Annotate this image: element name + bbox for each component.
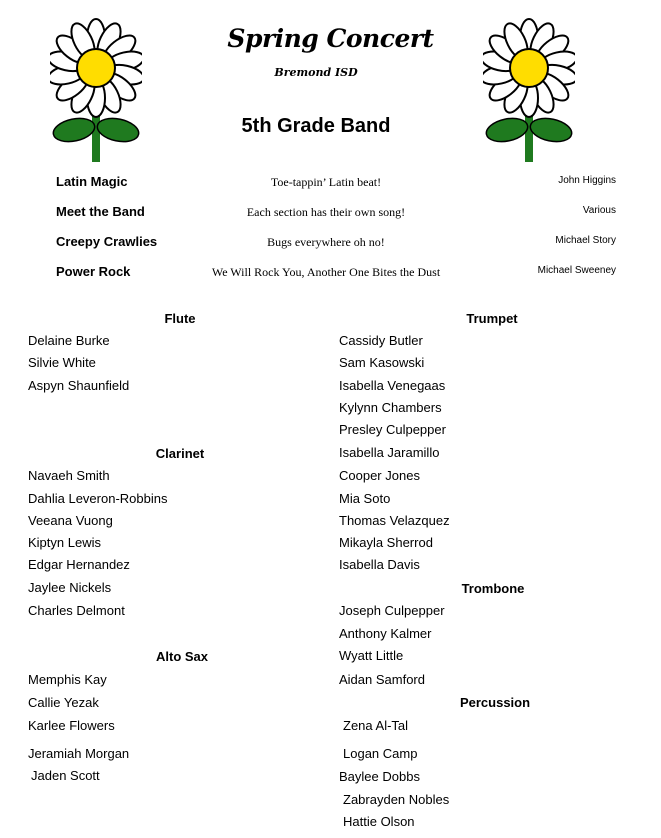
- list-item: Logan Camp: [343, 746, 418, 761]
- list-item: Memphis Kay: [28, 672, 107, 687]
- list-item: Isabella Jaramillo: [339, 445, 440, 460]
- piece-title: Latin Magic: [56, 174, 128, 189]
- piece-description: Bugs everywhere oh no!: [267, 235, 385, 249]
- list-item: Kiptyn Lewis: [28, 535, 101, 550]
- list-item: Aspyn Shaunfield: [28, 378, 130, 393]
- piece-title: Power Rock: [56, 264, 131, 279]
- grade-heading: 5th Grade Band: [241, 115, 391, 137]
- piece-composer: John Higgins: [558, 175, 616, 186]
- program-row: [0, 174, 661, 194]
- piece-title: Meet the Band: [56, 204, 145, 219]
- list-item: Cassidy Butler: [339, 333, 423, 348]
- page-title: Spring Concert: [227, 24, 434, 53]
- piece-composer: Various: [582, 205, 616, 216]
- list-item: Sam Kasowski: [339, 355, 425, 370]
- program-row: [0, 204, 661, 224]
- list-item: Navaeh Smith: [28, 468, 110, 483]
- list-item: Zabrayden Nobles: [343, 792, 450, 807]
- list-item: Edgar Hernandez: [28, 557, 130, 572]
- list-item: Presley Culpepper: [339, 422, 446, 437]
- program-row: [0, 234, 661, 254]
- list-item: Jaylee Nickels: [28, 580, 112, 595]
- list-item: Veeana Vuong: [28, 513, 113, 528]
- section-heading-trombone: Trombone: [461, 581, 525, 596]
- section-heading-alto-sax: Alto Sax: [155, 649, 208, 664]
- list-item: Isabella Venegaas: [339, 378, 446, 393]
- list-item: Jeramiah Morgan: [28, 746, 130, 761]
- list-item: Silvie White: [28, 355, 96, 370]
- list-item: Delaine Burke: [28, 333, 110, 348]
- piece-composer: Michael Story: [555, 235, 616, 246]
- list-item: Kylynn Chambers: [339, 400, 442, 415]
- list-item: Isabella Davis: [339, 557, 420, 572]
- piece-composer: Michael Sweeney: [537, 265, 616, 276]
- section-heading-percussion: Percussion: [459, 695, 531, 710]
- section-heading-clarinet: Clarinet: [155, 446, 205, 461]
- list-item: Thomas Velazquez: [339, 513, 450, 528]
- list-item: Baylee Dobbs: [339, 769, 420, 784]
- section-heading-flute: Flute: [164, 311, 196, 326]
- list-item: Charles Delmont: [28, 603, 125, 618]
- list-item: Wyatt Little: [339, 648, 404, 663]
- list-item: Karlee Flowers: [28, 718, 115, 733]
- list-item: Dahlia Leveron-Robbins: [28, 491, 168, 506]
- list-item: Mikayla Sherrod: [339, 535, 433, 550]
- list-item: Mia Soto: [339, 491, 391, 506]
- piece-description: Each section has their own song!: [246, 205, 406, 219]
- program-row: [0, 264, 661, 284]
- page-subtitle: Bremond ISD: [274, 66, 358, 79]
- list-item: Anthony Kalmer: [339, 626, 432, 641]
- list-item: Joseph Culpepper: [339, 603, 445, 618]
- list-item: Hattie Olson: [343, 814, 415, 829]
- piece-description: Toe-tappin’ Latin beat!: [270, 175, 382, 189]
- piece-description: We Will Rock You, Another One Bites the Dust: [211, 265, 441, 279]
- list-item: Callie Yezak: [28, 695, 99, 710]
- list-item: Jaden Scott: [31, 768, 100, 783]
- section-heading-trumpet: Trumpet: [466, 311, 518, 326]
- list-item: Zena Al-Tal: [343, 718, 409, 733]
- piece-title: Creepy Crawlies: [56, 234, 158, 249]
- list-item: Cooper Jones: [339, 468, 420, 483]
- list-item: Aidan Samford: [339, 672, 425, 687]
